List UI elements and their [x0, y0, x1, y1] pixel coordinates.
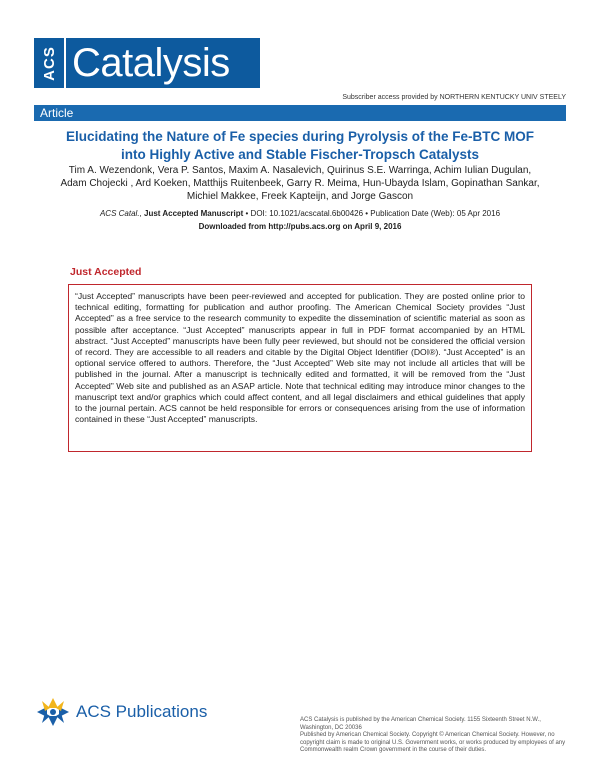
journal-logo [34, 38, 260, 88]
footer-copyright: Published by American Chemical Society. Copyright © American Chemical Society. However, no copyright claim is made to original U.S. Government works, or works produced by employees of any Commonwealth realm Crown government in the course of their duties. [300, 732, 566, 754]
publisher-logo [34, 695, 234, 729]
acs-publications-logo-icon [34, 696, 72, 728]
journal-abbrev: ACS Catal. [99, 209, 140, 218]
citation-line: ACS Catal., Just Accepted Manuscript • DOI: 10.1021/acscatal.6b00426 • Publication Date (Web): 05 Apr 2016 [99, 209, 501, 218]
just-accepted-notice: “Just Accepted” manuscripts have been peer-reviewed and accepted for publication. They are posted online prior to technical editing, formatting for publication and author proofing. The American Chemical Society provides “Just Accepted” as a free service to the research community to expedite the dissemination of scientific material as soon as possible after acceptance. “Just Accepted” manuscripts appear in full in PDF format accompanied by an HTML abstract. “Just Accepted” manuscripts have been fully peer reviewed, but should not be considered the official version of record. They are accessible to all readers and citable by the Digital Object Identifier (DOI®). “Just Accepted” is an optional service offered to authors. Therefore, the “Just Accepted” Web site may not include all articles that will be published in the journal. After a manuscript is technically edited and formatted, it will be removed from the “Just Accepted” Web site and published as an ASAP article. Note that technical editing may introduce minor changes to the manuscript text and/or graphics which could affect content, and all legal disclaimers and ethical guidelines that apply to the journal pertain. ACS cannot be held responsible for errors or consequences arising from the use of information contained in these “Just Accepted” manuscripts. [68, 284, 532, 452]
publisher-footer [300, 717, 568, 755]
download-note: Downloaded from http://pubs.acs.org on April 9, 2016 [198, 222, 402, 231]
subscriber-access-note: Subscriber access provided by NORTHERN KENTUCKY UNIV STEELY [342, 94, 566, 101]
publisher-logo-text: ACS Publications [76, 702, 208, 721]
doi-date: • DOI: 10.1021/acscatal.6b00426 • Publication Date (Web): 05 Apr 2016 [245, 209, 501, 218]
section-label-bar: Article [34, 105, 566, 121]
journal-logo-wordmark: Catalysis [72, 41, 230, 85]
article-title: Elucidating the Nature of Fe species during Pyrolysis of the Fe-BTC MOF into Highly Active and Stable Fischer-Tropsch Catalysts [65, 129, 535, 162]
just-accepted-heading: Just Accepted [70, 266, 142, 278]
author-list: Tim A. Wezendonk, Vera P. Santos, Maxim A. Nasalevich, Quirinus S.E. Warringa, Achim Iulian Dugulan, Adam Chojecki , Ard Koeken, Matthijs Ruitenbeek, Garry R. Meima, Hun-Ubayda Islam, Gopinathan Sankar, Michiel Makkee, Freek Kapteijn, and Jorge Gascon [60, 165, 540, 202]
manuscript-status: Just Accepted Manuscript [144, 209, 244, 218]
journal-logo-acs: ACS [34, 38, 66, 88]
footer-publisher-address: ACS Catalysis is published by the American Chemical Society. 1155 Sixteenth Street N.W., Washington, DC 20036 [300, 717, 541, 731]
